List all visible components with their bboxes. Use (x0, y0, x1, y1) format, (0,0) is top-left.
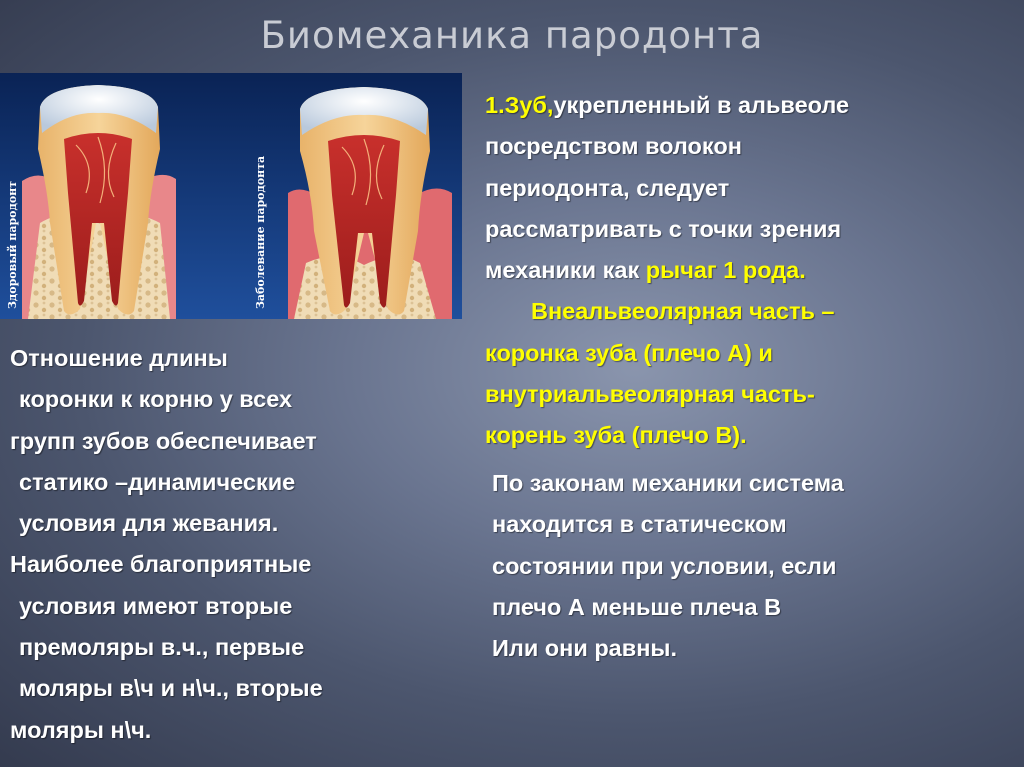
left-line: статико –динамические (19, 468, 296, 495)
lever-type-highlight: рычаг 1 рода. (645, 257, 806, 284)
right-line-highlight: коронка зуба (плечо А) и (485, 339, 773, 366)
teeth-diagram (0, 73, 462, 319)
right-line (485, 85, 1015, 126)
tooth-number-highlight: 1.Зуб, (485, 92, 554, 118)
left-line: премоляры в.ч., первые (19, 634, 305, 661)
right-line-highlight: корень зуба (плечо В). (485, 422, 747, 449)
left-line: Наиболее благоприятные (10, 551, 312, 578)
right-line (485, 250, 1015, 291)
right2-line: находится в статическом (492, 511, 787, 538)
diseased-tooth (288, 87, 452, 319)
left-line: условия имеют вторые (19, 592, 293, 619)
right2-line: Или они равны. (492, 635, 677, 662)
right2-line: состоянии при условии, если (492, 552, 837, 579)
left-line: групп зубов обеспечивает (10, 427, 317, 454)
right2-line: плечо А меньше плеча В (492, 593, 782, 620)
left-line: коронки к корню у всех (19, 386, 293, 413)
right-line: посредством волокон (485, 133, 742, 160)
right-line: рассматривать с точки зрения (485, 215, 842, 242)
teeth-illustration (0, 73, 462, 319)
diseased-periodontium-label: Заболевание пародонта (254, 155, 267, 309)
crown-root-ratio-text (10, 338, 465, 751)
right-line-highlight: Внеальвеолярная часть – (531, 298, 835, 325)
lever-explanation-text (485, 85, 1015, 457)
right-line-text: механики как (485, 257, 646, 284)
right-line-text: укрепленный в альвеоле (553, 92, 850, 118)
healthy-tooth (22, 85, 176, 319)
right2-line: По законам механики система (492, 470, 844, 496)
right-line: периодонта, следует (485, 174, 730, 201)
left-line: условия для жевания. (19, 510, 279, 537)
left-line: моляры в\ч и н\ч., вторые (19, 675, 323, 702)
left-line: Отношение длины (10, 345, 228, 371)
slide-title: Биомеханика пародонта (260, 14, 764, 57)
healthy-periodontium-label: Здоровый пародонт (6, 180, 19, 309)
right-line-highlight: внутриальвеолярная часть- (485, 381, 815, 408)
left-line: моляры н\ч. (10, 716, 152, 743)
static-condition-text (492, 463, 1017, 669)
